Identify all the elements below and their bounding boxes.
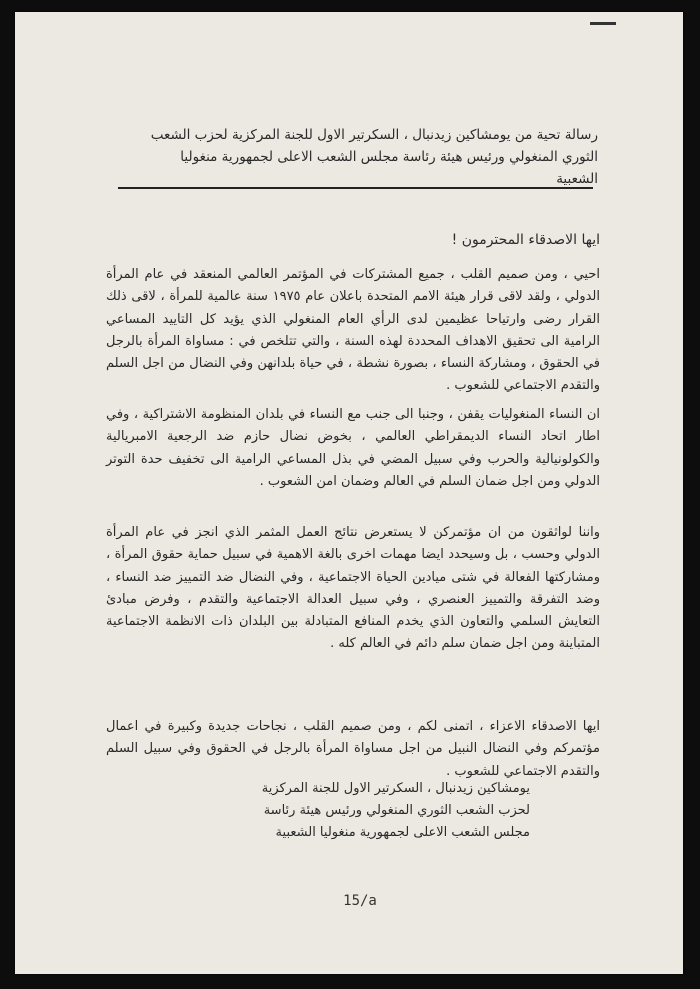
signature-block [240,778,530,844]
paragraph-4: ايها الاصدقاء الاعزاء ، اتمنى لكم ، ومن صميم القلب ، نجاحات جديدة وكبيرة في اعمال مؤتمركم وفي النضال النبيل من اجل مساواة المرأة بالرجل في الحقوق وفي سبيل السلم والتقدم الاجتماعي للشعوب . [106,719,600,779]
heading-line: رسالة تحية من يومشاكين زيدنبال ، السكرتير الاول للجنة المركزية لحزب الشعب [150,127,598,143]
heading-line: الشعبية [556,171,598,187]
page-number: 15/a [343,893,377,909]
signature-line: مجلس الشعب الاعلى لجمهورية منغوليا الشعبية [275,825,530,840]
paragraph-1: احيي ، ومن صميم القلب ، جميع المشتركات في المؤتمر العالمي المنعقد في عام المرأة الدولي ، ولقد لاقى قرار هيئة الامم المتحدة باعلان عام ١٩٧٥ سنة عالمية للمرأة ، لاقى ذلك القرار رضى وارتياحا عظيمين لدى الرأي العام المنغولي الذي يؤيد كل التاييد المساعي الرامية الى تحقيق الاهداف المحددة لهذه السنة ، والتي تتلخص في : مساواة المرأة بالرجل في الحقوق ، ومشاركة النساء ، بصورة نشطة ، في حياة بلدانهن وفي النضال من اجل السلم والتقدم الاجتماعي للشعوب . [106,267,600,394]
paragraph-2: ان النساء المنغوليات يقفن ، وجنبا الى جنب مع النساء في بلدان المنظومة الاشتراكية ، وفي اطار اتحاد النساء الديمقراطي العالمي ، بخوض نضال حازم ضد الرجعية الامبريالية والكولونيالية والحرب وفي سبيل المضي في بذل المساعي الرامية الى تخفيف حدة التوتر الدولي ومن اجل ضمان السلم في العالم وضمان امن الشعوب . [106,407,600,489]
paragraph-3: واننا لواثقون من ان مؤتمركن لا يستعرض نتائج العمل المثمر الذي انجز في عام المرأة الدولي وحسب ، بل وسيحدد ايضا مهمات اخرى بالغة الاهمية في سبيل حماية حقوق المرأة ، ومشاركتها الفعالة في شتى ميادين الحياة الاجتماعية ، وفي النضال ضد التمييز ضد النساء ، وضد التفرقة والتمييز العنصري ، وفي سبيل العدالة الاجتماعية والتقدم ، وفرض مبادئ التعايش السلمي والتعاون الذي يخدم المنافع المتبادلة بين البلدان ذات الانظمة الاجتماعية المتباينة ومن اجل ضمان سلم دائم في العالم كله . [106,525,600,652]
corner-mark [590,22,616,25]
salutation: ايها الاصدقاء المحترمون ! [451,232,600,248]
signature-line: لحزب الشعب الثوري المنغولي ورئيس هيئة رئاسة [263,803,530,818]
signature-line: يومشاكين زيدنبال ، السكرتير الاول للجنة المركزية [261,781,530,796]
heading-divider [118,187,593,189]
letter-heading [108,124,598,190]
heading-line: الثوري المنغولي ورئيس هيئة رئاسة مجلس الشعب الاعلى لجمهورية منغوليا [180,149,598,165]
